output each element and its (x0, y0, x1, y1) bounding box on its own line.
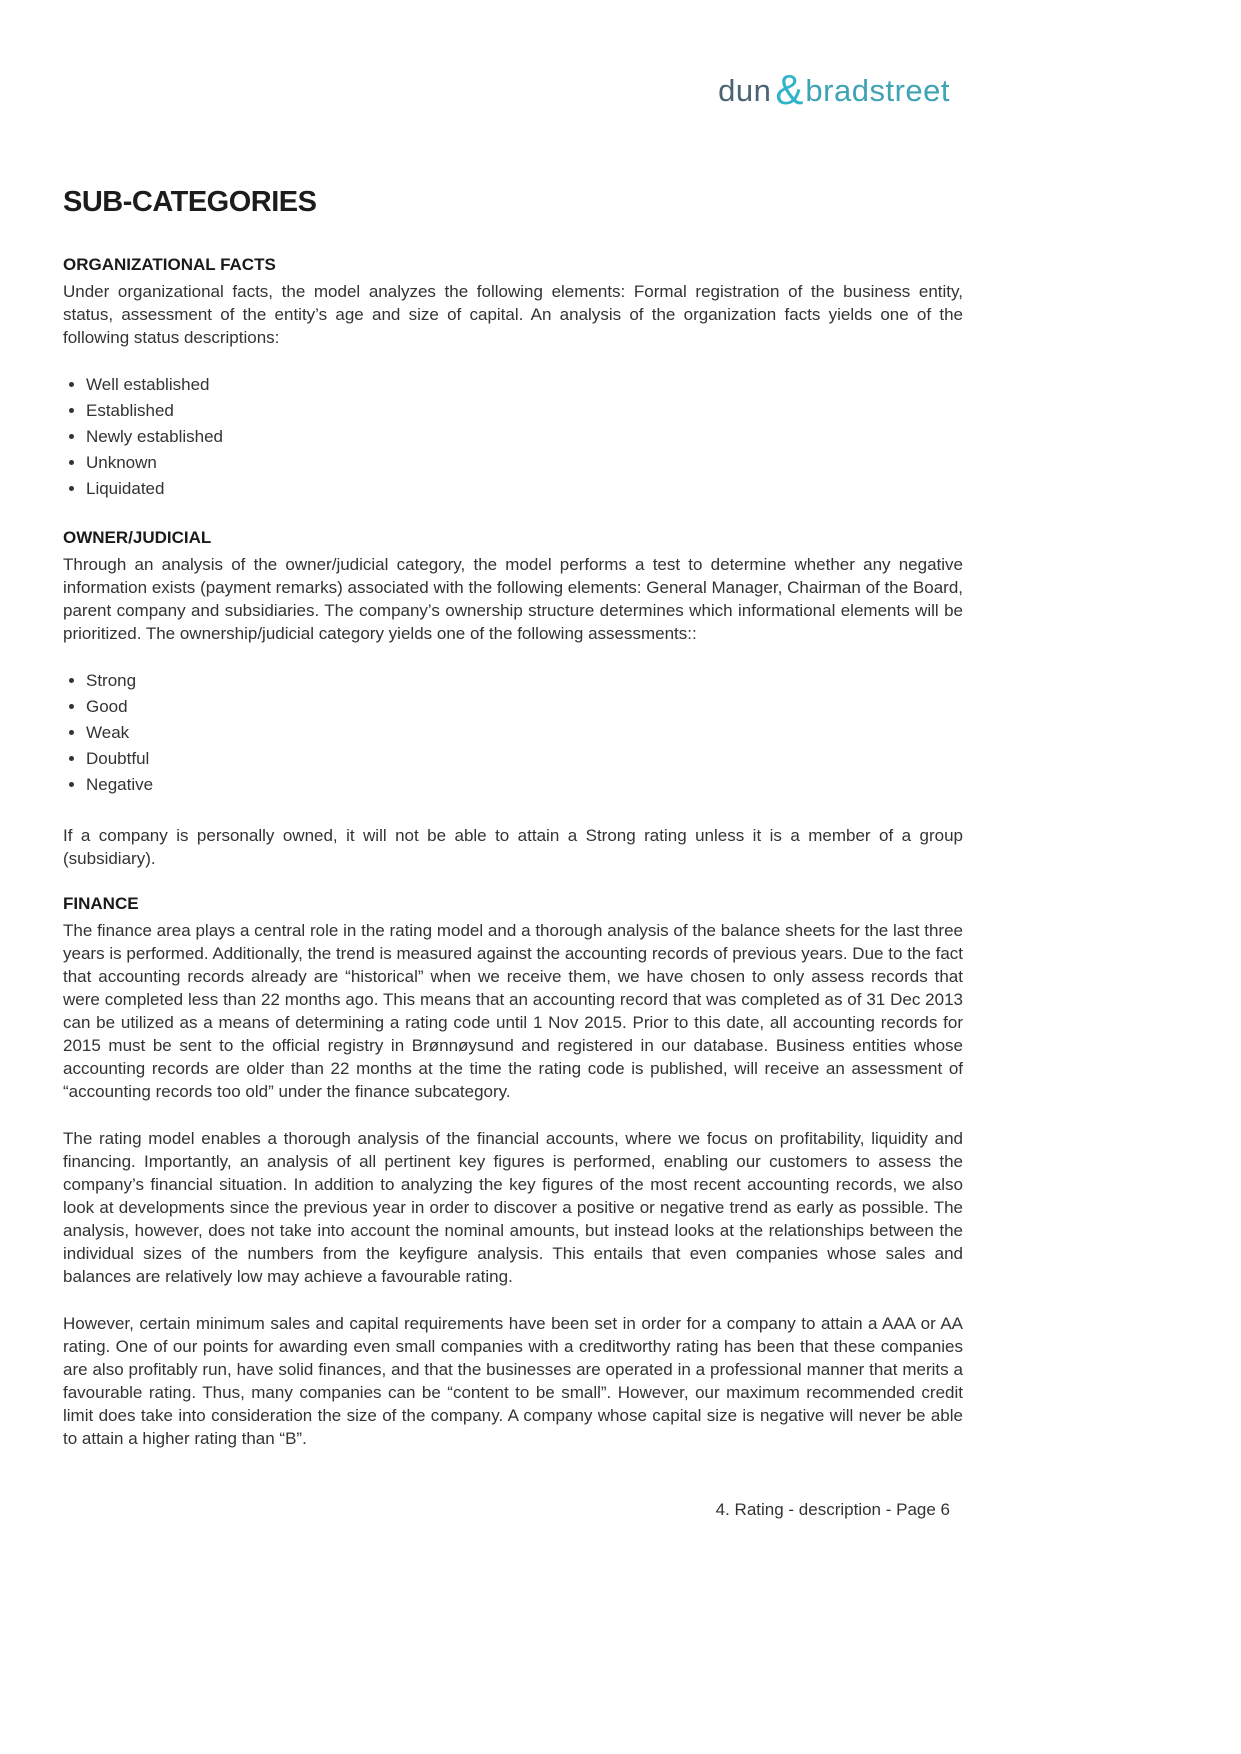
bullet-item: • Weak (86, 721, 963, 744)
finance-paragraph-2: The rating model enables a thorough analysis of the financial accounts, where we focus on profitability, liquidity and financing. Importantly, an analysis of all pertinent key figures is performed, enabling our customers to assess the company’s financial situation. In addition to analyzing the key figures of the most recent accounting records, we also look at developments since the previous year in order to discover a positive or negative trend as early as possible. The analysis, however, does not take into account the nominal amounts, but instead looks at the relationships between the individual sizes of the numbers from the keyfigure analysis. This entails that even companies whose sales and balances are relatively low may achieve a favourable rating. (63, 1129, 963, 1286)
document-content (63, 186, 963, 1474)
logo-word-bradstreet: bradstreet (805, 73, 950, 108)
dnb-logo (718, 66, 950, 113)
bullet-item: • Good (86, 695, 963, 718)
bullet-item: • Established (86, 399, 963, 422)
section-organizational-facts (63, 255, 963, 500)
logo-word-dun: dun (718, 73, 772, 108)
section-intro-paragraph: Through an analysis of the owner/judicial category, the model performs a test to determine whether any negative information exists (payment remarks) associated with the following elements: General Manager, Chairman of the Board, parent company and subsidiaries. The company’s ownership structure determines which informational elements will be prioritized. The ownership/judicial category yields one of the following assessments:: (63, 555, 963, 643)
bullet-item: • Liquidated (86, 477, 963, 500)
bullet-item: • Strong (86, 669, 963, 692)
section-finance (63, 894, 963, 1450)
section-heading: OWNER/JUDICIAL (63, 528, 212, 547)
logo-ampersand-icon: & (775, 66, 804, 113)
bullet-item: • Doubtful (86, 747, 963, 770)
section-owner-judicial (63, 528, 963, 870)
bullet-list (63, 373, 963, 500)
bullet-item: • Newly established (86, 425, 963, 448)
section-heading: FINANCE (63, 894, 139, 913)
finance-paragraph-3: However, certain minimum sales and capital requirements have been set in order for a company to attain a AAA or AA rating. One of our points for awarding even small companies with a creditworthy rating has been that these companies are also profitably run, have solid finances, and that the businesses are operated in a professional manner that merits a favourable rating. Thus, many companies can be “content to be small”. However, our maximum recommended credit limit does take into consideration the size of the company. A company whose capital size is negative will never be able to attain a higher rating than “B”. (63, 1314, 963, 1448)
section-intro-paragraph: Under organizational facts, the model analyzes the following elements: Formal registration of the business entity, status, assessment of the entity’s age and size of capital. An analysis of the organization facts yields one of the following status descriptions: (63, 282, 963, 347)
section-outro-paragraph: If a company is personally owned, it will not be able to attain a Strong rating unless it is a member of a group (subsidiary). (63, 826, 963, 868)
bullet-item: • Negative (86, 773, 963, 796)
bullet-item: • Unknown (86, 451, 963, 474)
finance-paragraph-1: The finance area plays a central role in the rating model and a thorough analysis of the balance sheets for the last three years is performed. Additionally, the trend is measured against the accounting records of previous years. Due to the fact that accounting records already are “historical” when we receive them, we have chosen to only assess records that were completed less than 22 months ago. This means that an accounting record that was completed as of 31 Dec 2013 can be utilized as a means of determining a rating code until 1 Nov 2015. Prior to this date, all accounting records for 2015 must be sent to the official registry in Brønnøysund and registered in our database. Business entities whose accounting records are older than 22 months at the time the rating code is published, will receive an assessment of “accounting records too old” under the finance subcategory. (63, 921, 963, 1101)
bullet-list (63, 669, 963, 796)
section-heading: ORGANIZATIONAL FACTS (63, 255, 276, 274)
bullet-item: • Well established (86, 373, 963, 396)
page-footer: 4. Rating - description - Page 6 (715, 1500, 950, 1519)
page-title: SUB-CATEGORIES (63, 186, 317, 218)
